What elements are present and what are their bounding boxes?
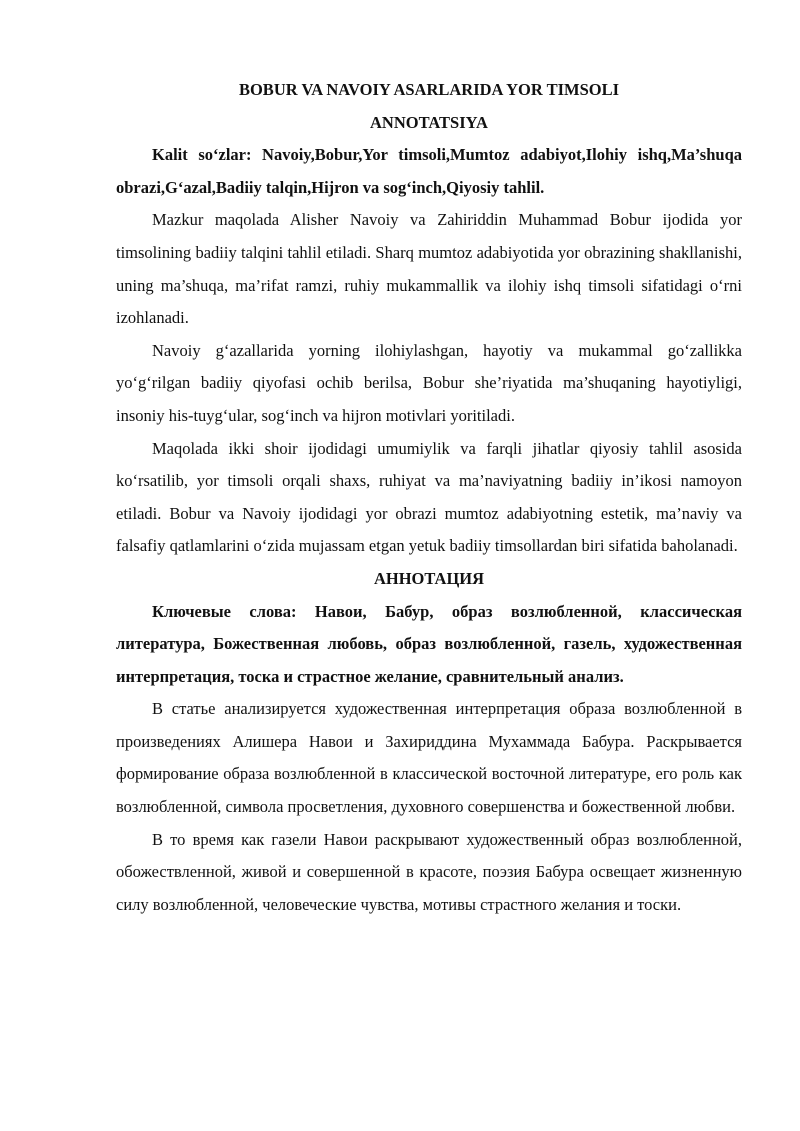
- keywords-uz: Kalit so‘zlar: Navoiy,Bobur,Yor timsoli,Mumtoz adabiyot,Ilohiy ishq,Ma’shuqa obrazi,G‘azal,Badiiy talqin,Hijron va sog‘inch,Qiyosiy tahlil.: [116, 145, 742, 197]
- abstract-paragraph-ru-2: В то время как газели Навои раскрывают художественный образ возлюбленной, обожествленной, живой и совершенной в красоте, поэзия Бабура освещает жизненную силу возлюбленной, человеческие чувства, мотивы страстного желания и тоски.: [116, 829, 742, 914]
- abstract-paragraph-uz-2: Navoiy g‘azallarida yorning ilohiylashgan, hayotiy va mukammal go‘zallikka yo‘g‘rilgan badiiy qiyofasi ochib berilsa, Bobur she’riyatida ma’shuqaning hayotiyligi, insoniy his-tuyg‘ular, sog‘inch va hijron motivlari yoritiladi.: [116, 340, 742, 425]
- abstract-paragraph-uz-3: Maqolada ikki shoir ijodidagi umumiylik va farqli jihatlar qiyosiy tahlil asosida ko‘rsatilib, yor timsoli orqali shaxs, ruhiyat va ma’naviyatning badiiy in’ikosi namoyon etiladi. Bobur va Navoiy ijodidagi yor obrazi mumtoz adabiyotning estetik, ma’naviy va falsafiy qatlamlarini o‘zida mujassam etgan yetuk badiiy timsollardan biri sifatida baholanadi.: [116, 438, 742, 556]
- annotation-heading-uz: ANNOTATSIYA: [370, 112, 488, 132]
- keywords-ru: Ключевые слова: Навои, Бабур, образ возлюбленной, классическая литература, Божественная любовь, образ возлюбленной, газель, художественная интерпретация, тоска и страстное желание, сравнительный анализ.: [116, 601, 742, 686]
- abstract-paragraph-ru-1: В статье анализируется художественная интерпретация образа возлюбленной в произведениях Алишера Навои и Захириддина Мухаммада Бабура. Раскрывается формирование образа возлюбленной в классической восточной литературе, его роль как возлюбленной, символа просветления, духовного совершенства и божественной любви.: [116, 699, 742, 817]
- document-page: [116, 74, 742, 921]
- annotation-heading-ru: АННОТАЦИЯ: [373, 568, 485, 588]
- document-title: BOBUR VA NAVOIY ASARLARIDA YOR TIMSOLI: [238, 80, 620, 99]
- abstract-paragraph-uz-1: Mazkur maqolada Alisher Navoiy va Zahiriddin Muhammad Bobur ijodida yor timsolining badiiy talqini tahlil etiladi. Sharq mumtoz adabiyotida yor obrazining shakllanishi, uning ma’shuqa, ma’rifat ramzi, ruhiy mukammallik va ilohiy ishq timsoli sifatidagi o‘rni izohlanadi.: [116, 210, 742, 328]
